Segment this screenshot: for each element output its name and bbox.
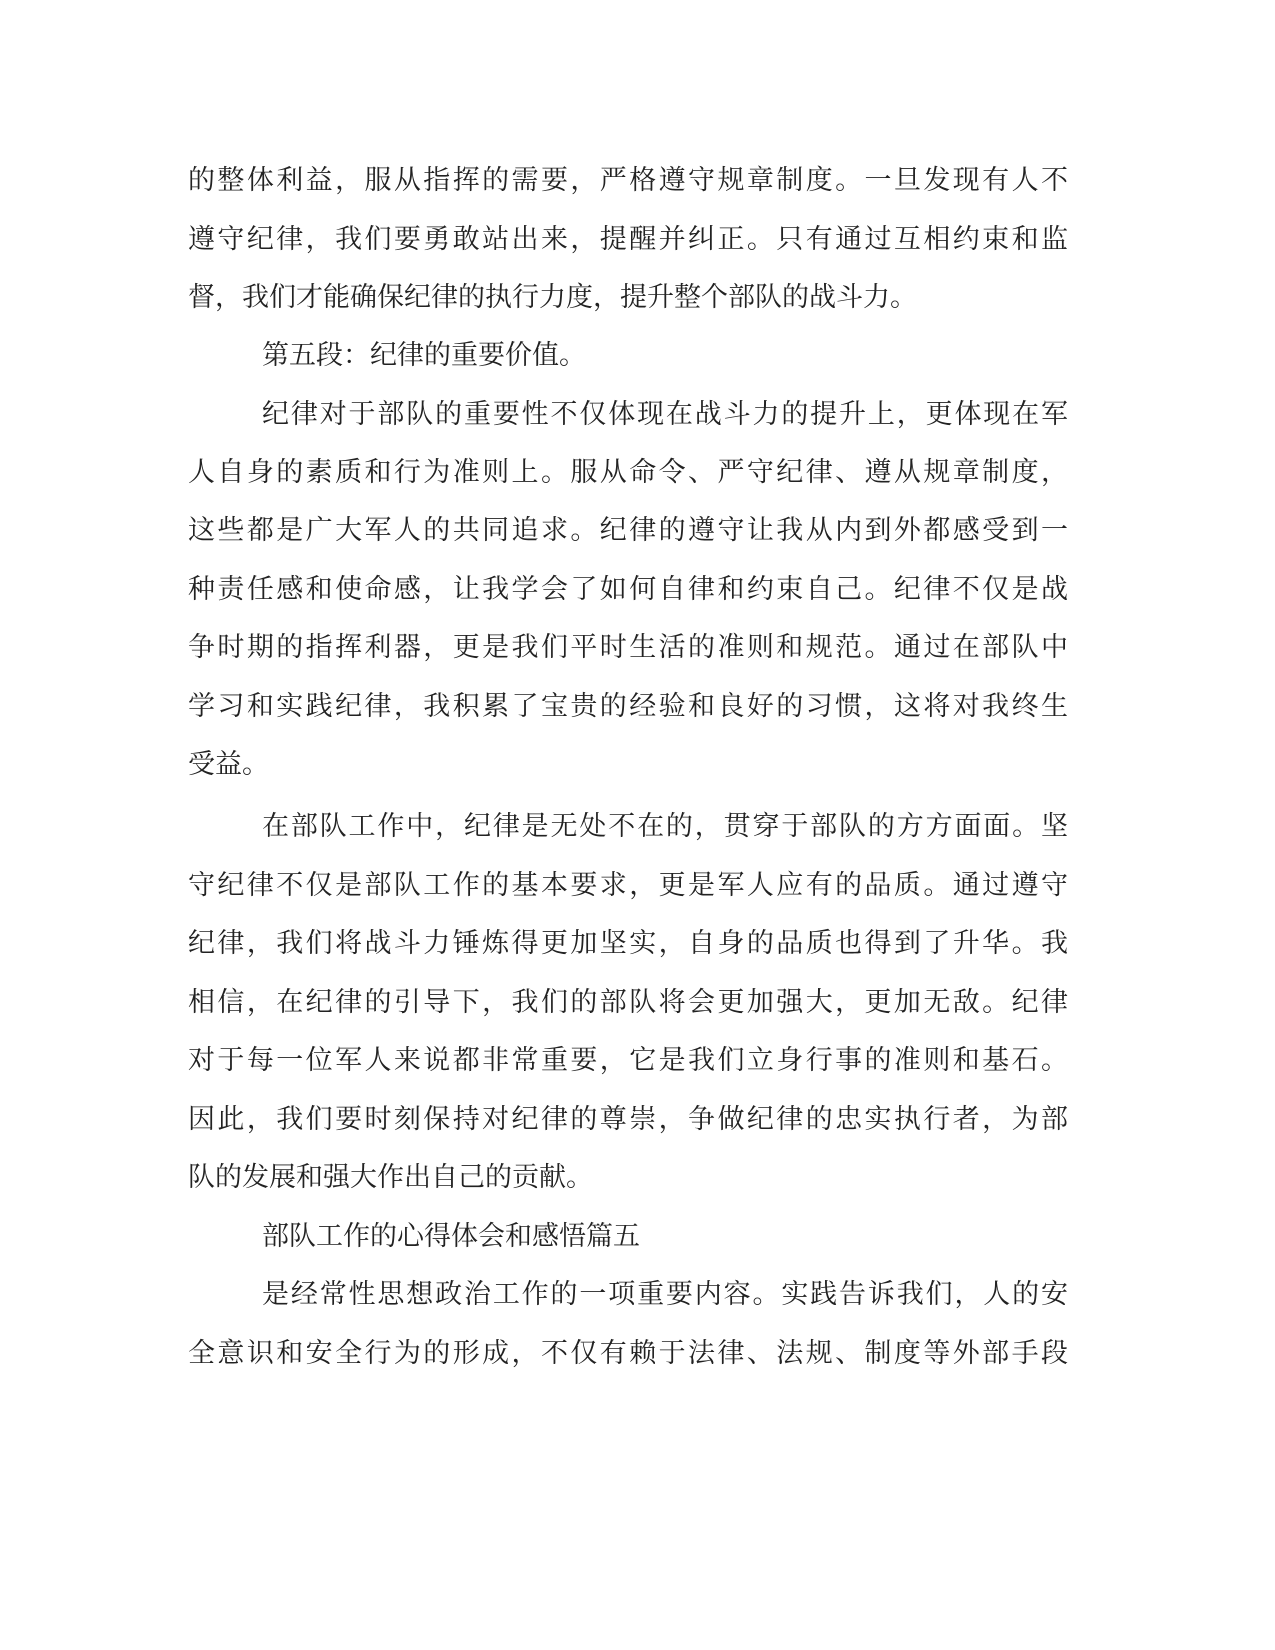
text-line: 的整体利益，服从指挥的需要，严格遵守规章制度。一旦发现有人不 [188, 165, 1068, 196]
section-heading: 部队工作的心得体会和感悟篇五 [262, 1221, 640, 1252]
text-line: 督，我们才能确保纪律的执行力度，提升整个部队的战斗力。 [188, 282, 917, 313]
text-line: 守纪律不仅是部队工作的基本要求，更是军人应有的品质。通过遵守 [188, 870, 1068, 901]
text-line: 受益。 [188, 749, 269, 780]
text-line: 种责任感和使命感，让我学会了如何自律和约束自己。纪律不仅是战 [188, 574, 1068, 605]
text-line: 遵守纪律，我们要勇敢站出来，提醒并纠正。只有通过互相约束和监 [188, 224, 1068, 255]
text-line: 纪律，我们将战斗力锤炼得更加坚实，自身的品质也得到了升华。我 [188, 928, 1068, 959]
text-line: 对于每一位军人来说都非常重要，它是我们立身行事的准则和基石。 [188, 1045, 1068, 1076]
text-line: 是经常性思想政治工作的一项重要内容。实践告诉我们，人的安 [262, 1279, 1068, 1310]
text-line: 学习和实践纪律，我积累了宝贵的经验和良好的习惯，这将对我终生 [188, 691, 1068, 722]
text-line: 在部队工作中，纪律是无处不在的，贯穿于部队的方方面面。坚 [262, 811, 1068, 842]
text-line: 相信，在纪律的引导下，我们的部队将会更加强大，更加无敌。纪律 [188, 987, 1068, 1018]
text-line: 这些都是广大军人的共同追求。纪律的遵守让我从内到外都感受到一 [188, 515, 1068, 546]
section-heading: 第五段：纪律的重要价值。 [262, 340, 586, 371]
text-line: 人自身的素质和行为准则上。服从命令、严守纪律、遵从规章制度， [188, 457, 1068, 488]
text-line: 全意识和安全行为的形成，不仅有赖于法律、法规、制度等外部手段 [188, 1338, 1068, 1369]
text-line: 争时期的指挥利器，更是我们平时生活的准则和规范。通过在部队中 [188, 632, 1068, 663]
text-line: 队的发展和强大作出自己的贡献。 [188, 1162, 593, 1193]
text-line: 纪律对于部队的重要性不仅体现在战斗力的提升上，更体现在军 [262, 399, 1068, 430]
text-line: 因此，我们要时刻保持对纪律的尊崇，争做纪律的忠实执行者，为部 [188, 1104, 1068, 1135]
